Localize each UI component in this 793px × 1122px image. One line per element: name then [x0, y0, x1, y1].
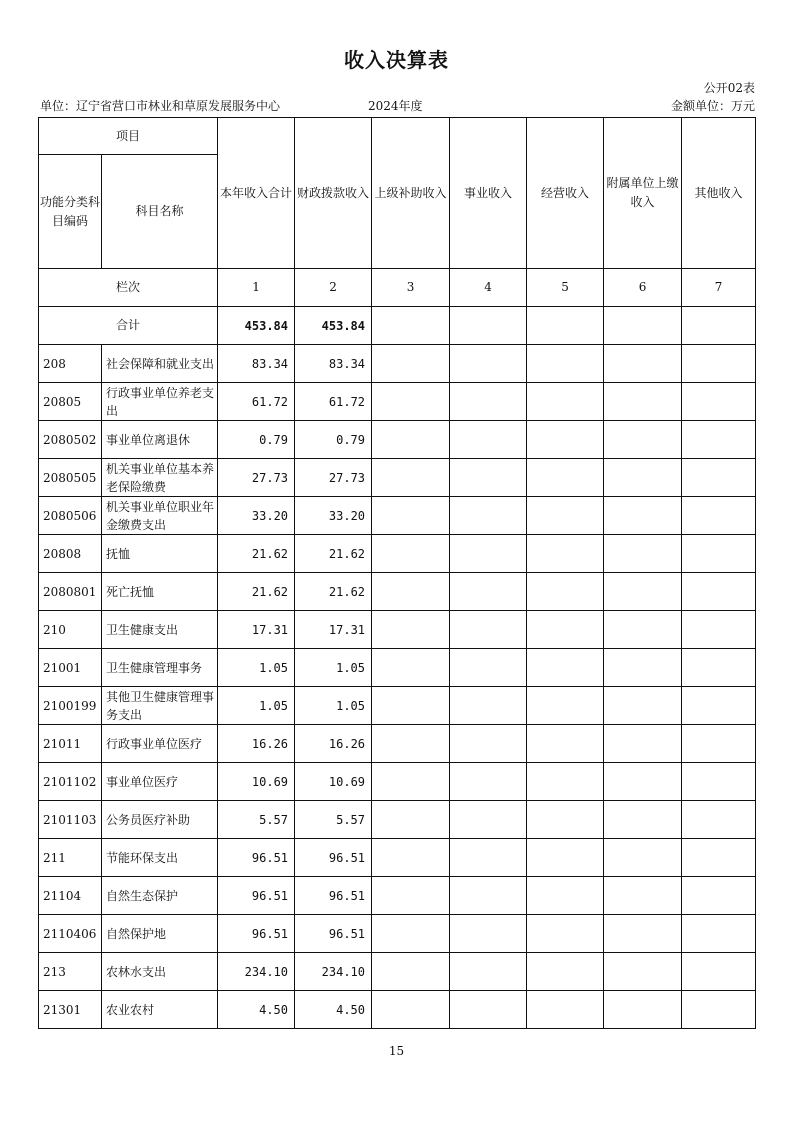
- empty-cell: [372, 839, 450, 877]
- empty-cell: [450, 915, 527, 953]
- row-subject-cell: [102, 649, 218, 687]
- empty-cell: [604, 839, 682, 877]
- header-col7: 其他收入: [682, 118, 756, 269]
- table-row: [39, 573, 756, 611]
- empty-cell: [450, 991, 527, 1029]
- empty-cell: [450, 801, 527, 839]
- table-row: [39, 611, 756, 649]
- row-code: 21011: [39, 725, 102, 763]
- empty-cell: [372, 687, 450, 725]
- empty-cell: [372, 573, 450, 611]
- empty-cell: [604, 307, 682, 345]
- empty-cell: [450, 649, 527, 687]
- header-col5: 经营收入: [527, 118, 604, 269]
- header-row-label: 栏次: [39, 269, 218, 307]
- row-code: 211: [39, 839, 102, 877]
- empty-cell: [604, 459, 682, 497]
- fiscal-year: 2024年度: [368, 99, 423, 113]
- empty-cell: [372, 915, 450, 953]
- empty-cell: [682, 383, 756, 421]
- row-subject-name: 抚恤: [106, 546, 131, 561]
- header-func-code: 功能分类科目编码: [39, 155, 102, 269]
- row-code: 21001: [39, 649, 102, 687]
- empty-cell: [450, 687, 527, 725]
- empty-cell: [450, 535, 527, 573]
- money-unit: 金额单位：万元: [670, 99, 755, 113]
- table-row: [39, 421, 756, 459]
- header-col6: 附属单位上缴收入: [604, 118, 682, 269]
- row-subject-name: 行政事业单位医疗: [106, 736, 203, 751]
- row-code: 213: [39, 953, 102, 991]
- empty-cell: [682, 611, 756, 649]
- table-row: [39, 801, 756, 839]
- row-code: 210: [39, 611, 102, 649]
- total-col1: 453.84: [218, 307, 295, 345]
- row-code: 2080502: [39, 421, 102, 459]
- empty-cell: [604, 725, 682, 763]
- empty-cell: [604, 915, 682, 953]
- row-col2: 96.51: [295, 877, 372, 915]
- empty-cell: [450, 611, 527, 649]
- empty-cell: [527, 307, 604, 345]
- empty-cell: [682, 459, 756, 497]
- row-col1: 1.05: [218, 649, 295, 687]
- empty-cell: [682, 535, 756, 573]
- empty-cell: [372, 763, 450, 801]
- empty-cell: [527, 915, 604, 953]
- table-row: [39, 725, 756, 763]
- empty-cell: [372, 649, 450, 687]
- empty-cell: [604, 953, 682, 991]
- row-subject-cell: [102, 725, 218, 763]
- empty-cell: [682, 877, 756, 915]
- header-item: 项目: [39, 118, 218, 155]
- empty-cell: [450, 459, 527, 497]
- col-number: 6: [604, 269, 682, 307]
- row-subject-name: 农林水支出: [106, 964, 167, 979]
- row-subject-name: 死亡抚恤: [106, 584, 155, 599]
- empty-cell: [604, 535, 682, 573]
- row-subject-name: 事业单位医疗: [106, 774, 179, 789]
- table-row: [39, 459, 756, 497]
- table-row: [39, 687, 756, 725]
- empty-cell: [450, 763, 527, 801]
- table-row: [39, 839, 756, 877]
- empty-cell: [604, 345, 682, 383]
- row-col2: 10.69: [295, 763, 372, 801]
- empty-cell: [527, 649, 604, 687]
- row-subject-cell: [102, 687, 218, 725]
- row-subject-cell: [102, 497, 218, 535]
- empty-cell: [450, 953, 527, 991]
- empty-cell: [450, 573, 527, 611]
- row-code: 21301: [39, 991, 102, 1029]
- row-subject-name: 事业单位离退休: [106, 432, 191, 447]
- row-col2: 1.05: [295, 687, 372, 725]
- empty-cell: [527, 573, 604, 611]
- empty-cell: [450, 725, 527, 763]
- empty-cell: [604, 687, 682, 725]
- table-row: [39, 877, 756, 915]
- row-subject-cell: [102, 611, 218, 649]
- row-subject-name: 社会保障和就业支出: [106, 356, 215, 371]
- row-subject-name: 机关事业单位职业年金缴费支出: [106, 499, 215, 532]
- empty-cell: [372, 991, 450, 1029]
- row-col2: 16.26: [295, 725, 372, 763]
- empty-cell: [527, 687, 604, 725]
- row-code: 2101103: [39, 801, 102, 839]
- empty-cell: [604, 763, 682, 801]
- col-number: 2: [295, 269, 372, 307]
- empty-cell: [450, 421, 527, 459]
- header-col2: 财政拨款收入: [295, 118, 372, 269]
- table-row: [39, 649, 756, 687]
- empty-cell: [527, 801, 604, 839]
- row-col1: 16.26: [218, 725, 295, 763]
- header-col1: 本年收入合计: [218, 118, 295, 269]
- row-col1: 21.62: [218, 535, 295, 573]
- row-code: 21104: [39, 877, 102, 915]
- empty-cell: [450, 839, 527, 877]
- empty-cell: [682, 573, 756, 611]
- empty-cell: [450, 307, 527, 345]
- empty-cell: [682, 307, 756, 345]
- row-subject-cell: [102, 573, 218, 611]
- table-row: [39, 991, 756, 1029]
- empty-cell: [527, 877, 604, 915]
- row-col1: 96.51: [218, 839, 295, 877]
- row-col1: 4.50: [218, 991, 295, 1029]
- row-subject-name: 节能环保支出: [106, 850, 179, 865]
- empty-cell: [527, 763, 604, 801]
- row-code: 2080506: [39, 497, 102, 535]
- col-number: 5: [527, 269, 604, 307]
- empty-cell: [682, 497, 756, 535]
- col-number: 1: [218, 269, 295, 307]
- empty-cell: [527, 497, 604, 535]
- row-subject-cell: [102, 801, 218, 839]
- empty-cell: [682, 763, 756, 801]
- row-col2: 5.57: [295, 801, 372, 839]
- row-subject-cell: [102, 459, 218, 497]
- empty-cell: [372, 421, 450, 459]
- row-col1: 96.51: [218, 877, 295, 915]
- empty-cell: [450, 383, 527, 421]
- row-subject-name: 卫生健康管理事务: [106, 660, 203, 675]
- row-subject-cell: [102, 763, 218, 801]
- table-row: [39, 763, 756, 801]
- empty-cell: [527, 459, 604, 497]
- empty-cell: [372, 611, 450, 649]
- empty-cell: [450, 877, 527, 915]
- empty-cell: [604, 649, 682, 687]
- table-row: [39, 535, 756, 573]
- empty-cell: [372, 953, 450, 991]
- empty-cell: [604, 991, 682, 1029]
- table-row: [39, 383, 756, 421]
- row-subject-cell: [102, 421, 218, 459]
- row-code: 2110406: [39, 915, 102, 953]
- row-col1: 17.31: [218, 611, 295, 649]
- empty-cell: [682, 345, 756, 383]
- row-col2: 96.51: [295, 915, 372, 953]
- row-subject-cell: [102, 383, 218, 421]
- row-subject-cell: [102, 535, 218, 573]
- row-col1: 61.72: [218, 383, 295, 421]
- row-col2: 33.20: [295, 497, 372, 535]
- empty-cell: [527, 839, 604, 877]
- empty-cell: [527, 953, 604, 991]
- empty-cell: [682, 991, 756, 1029]
- empty-cell: [682, 421, 756, 459]
- row-col1: 1.05: [218, 687, 295, 725]
- header-col4: 事业收入: [450, 118, 527, 269]
- row-col2: 1.05: [295, 649, 372, 687]
- empty-cell: [527, 535, 604, 573]
- table-row: [39, 497, 756, 535]
- empty-cell: [372, 383, 450, 421]
- empty-cell: [527, 421, 604, 459]
- row-subject-cell: [102, 991, 218, 1029]
- row-col1: 83.34: [218, 345, 295, 383]
- row-subject-name: 自然生态保护: [106, 888, 179, 903]
- row-code: 2101102: [39, 763, 102, 801]
- row-col2: 17.31: [295, 611, 372, 649]
- empty-cell: [372, 725, 450, 763]
- unit-label: 单位：辽宁省营口市林业和草原发展服务中心: [40, 99, 281, 113]
- empty-cell: [604, 801, 682, 839]
- total-row: [39, 307, 756, 345]
- empty-cell: [604, 611, 682, 649]
- empty-cell: [527, 345, 604, 383]
- empty-cell: [604, 383, 682, 421]
- col-number: 7: [682, 269, 756, 307]
- col-number: 3: [372, 269, 450, 307]
- row-subject-name: 自然保护地: [106, 926, 167, 941]
- row-col2: 21.62: [295, 573, 372, 611]
- empty-cell: [682, 915, 756, 953]
- empty-cell: [682, 649, 756, 687]
- row-col2: 0.79: [295, 421, 372, 459]
- row-col1: 21.62: [218, 573, 295, 611]
- table-row: [39, 345, 756, 383]
- empty-cell: [682, 801, 756, 839]
- row-subject-cell: [102, 839, 218, 877]
- row-code: 2100199: [39, 687, 102, 725]
- total-col2: 453.84: [295, 307, 372, 345]
- header-subject-name: 科目名称: [102, 155, 218, 269]
- row-col2: 61.72: [295, 383, 372, 421]
- row-col1: 0.79: [218, 421, 295, 459]
- row-subject-name: 机关事业单位基本养老保险缴费: [106, 461, 215, 494]
- empty-cell: [527, 991, 604, 1029]
- row-col2: 21.62: [295, 535, 372, 573]
- row-col2: 83.34: [295, 345, 372, 383]
- empty-cell: [450, 497, 527, 535]
- row-code: 208: [39, 345, 102, 383]
- row-col1: 33.20: [218, 497, 295, 535]
- empty-cell: [604, 497, 682, 535]
- row-col2: 27.73: [295, 459, 372, 497]
- row-subject-name: 卫生健康支出: [106, 622, 179, 637]
- empty-cell: [372, 307, 450, 345]
- empty-cell: [604, 421, 682, 459]
- row-col1: 5.57: [218, 801, 295, 839]
- row-col2: 96.51: [295, 839, 372, 877]
- empty-cell: [372, 801, 450, 839]
- empty-cell: [682, 687, 756, 725]
- row-subject-name: 农业农村: [106, 1002, 155, 1017]
- col-number: 4: [450, 269, 527, 307]
- empty-cell: [450, 345, 527, 383]
- row-subject-cell: [102, 877, 218, 915]
- row-col2: 4.50: [295, 991, 372, 1029]
- empty-cell: [372, 497, 450, 535]
- empty-cell: [527, 611, 604, 649]
- header-col3: 上级补助收入: [372, 118, 450, 269]
- row-subject-name: 行政事业单位养老支出: [106, 385, 215, 418]
- table-row: [39, 915, 756, 953]
- row-subject-name: 公务员医疗补助: [106, 812, 191, 827]
- row-col1: 96.51: [218, 915, 295, 953]
- row-code: 20808: [39, 535, 102, 573]
- page-number: 15: [388, 1044, 405, 1058]
- empty-cell: [372, 535, 450, 573]
- empty-cell: [372, 459, 450, 497]
- empty-cell: [527, 383, 604, 421]
- row-subject-cell: [102, 915, 218, 953]
- empty-cell: [372, 345, 450, 383]
- income-table: [38, 117, 756, 1029]
- row-code: 2080505: [39, 459, 102, 497]
- table-row: [39, 953, 756, 991]
- empty-cell: [372, 877, 450, 915]
- row-col1: 234.10: [218, 953, 295, 991]
- row-subject-name: 其他卫生健康管理事务支出: [106, 689, 215, 722]
- empty-cell: [682, 839, 756, 877]
- row-subject-cell: [102, 953, 218, 991]
- row-code: 2080801: [39, 573, 102, 611]
- form-number: 公开02表: [703, 81, 755, 95]
- row-col1: 27.73: [218, 459, 295, 497]
- empty-cell: [604, 877, 682, 915]
- empty-cell: [604, 573, 682, 611]
- total-label: 合计: [39, 307, 218, 345]
- row-col1: 10.69: [218, 763, 295, 801]
- empty-cell: [527, 725, 604, 763]
- page-title: 收入决算表: [344, 48, 449, 72]
- row-subject-cell: [102, 345, 218, 383]
- row-code: 20805: [39, 383, 102, 421]
- empty-cell: [682, 953, 756, 991]
- empty-cell: [682, 725, 756, 763]
- row-col2: 234.10: [295, 953, 372, 991]
